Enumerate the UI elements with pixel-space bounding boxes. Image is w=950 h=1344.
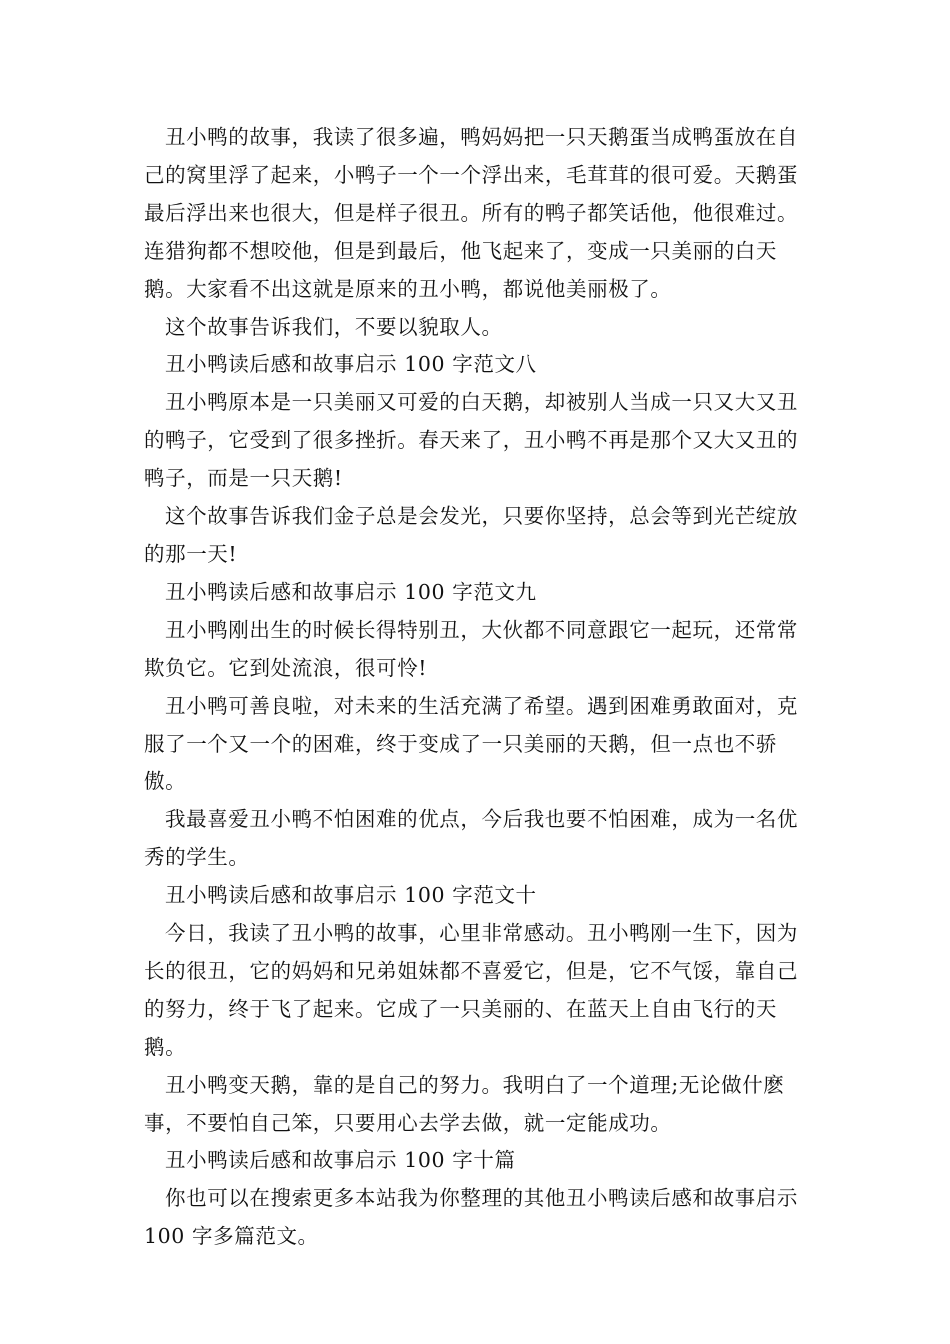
paragraph-essay-9-a: 丑小鸭刚出生的时候长得特别丑，大伙都不同意跟它一起玩，还常常欺负它。它到处流浪，很可怜! bbox=[144, 617, 798, 680]
paragraph-story-summary: 丑小鸭的故事，我读了很多遍，鸭妈妈把一只天鹅蛋当成鸭蛋放在自己的窝里浮了起来，小鸭子一个一个浮出来，毛茸茸的很可爱。天鹅蛋最后浮出来也很大，但是样子很丑。所有的鸭子都笑话他，他很难过。连猎狗都不想咬他，但是到最后，他飞起来了，变成一只美丽的白天鹅。大家看不出这就是原来的丑小鸭，都说他美丽极了。 bbox=[144, 125, 799, 301]
paragraph-closing-note: 你也可以在搜索更多本站我为你整理的其他丑小鸭读后感和故事启示 100 字多篇范文。 bbox=[144, 1186, 798, 1249]
paragraph-essay-9-b: 丑小鸭可善良啦，对未来的生活充满了希望。遇到困难勇敢面对，克服了一个又一个的困难，终于变成了一只美丽的天鹅，但一点也不骄傲。 bbox=[144, 693, 798, 794]
section-heading-10: 丑小鸭读后感和故事启示 100 字范文十 bbox=[165, 883, 537, 908]
paragraph-moral-1: 这个故事告诉我们，不要以貌取人。 bbox=[165, 314, 503, 339]
section-heading-9: 丑小鸭读后感和故事启示 100 字范文九 bbox=[165, 579, 537, 604]
paragraph-essay-10-b: 丑小鸭变天鹅，靠的是自己的努力。我明白了一个道理;无论做什麽事，不要怕自己笨，只要用心去学去做，就一定能成功。 bbox=[144, 1072, 785, 1135]
section-heading-ten-essays: 丑小鸭读后感和故事启示 100 字十篇 bbox=[165, 1148, 516, 1173]
section-heading-8: 丑小鸭读后感和故事启示 100 字范文八 bbox=[165, 352, 537, 377]
paragraph-essay-10-a: 今日，我读了丑小鸭的故事，心里非常感动。丑小鸭刚一生下，因为长的很丑，它的妈妈和兄弟姐妹都不喜爱它，但是，它不气馁，靠自己的努力，终于飞了起来。它成了一只美丽的、在蓝天上自由飞行的天鹅。 bbox=[144, 921, 799, 1059]
paragraph-essay-9-c: 我最喜爱丑小鸭不怕困难的优点，今后我也要不怕困难，成为一名优秀的学生。 bbox=[144, 807, 798, 870]
document-body bbox=[144, 119, 814, 1256]
paragraph-essay-8: 丑小鸭原本是一只美丽又可爱的白天鹅，却被别人当成一只又大又丑的鸭子，它受到了很多挫折。春天来了，丑小鸭不再是那个又大又丑的鸭子，而是一只天鹅! bbox=[144, 390, 799, 491]
paragraph-moral-8: 这个故事告诉我们金子总是会发光，只要你坚持，总会等到光芒绽放的那一天! bbox=[144, 504, 798, 566]
